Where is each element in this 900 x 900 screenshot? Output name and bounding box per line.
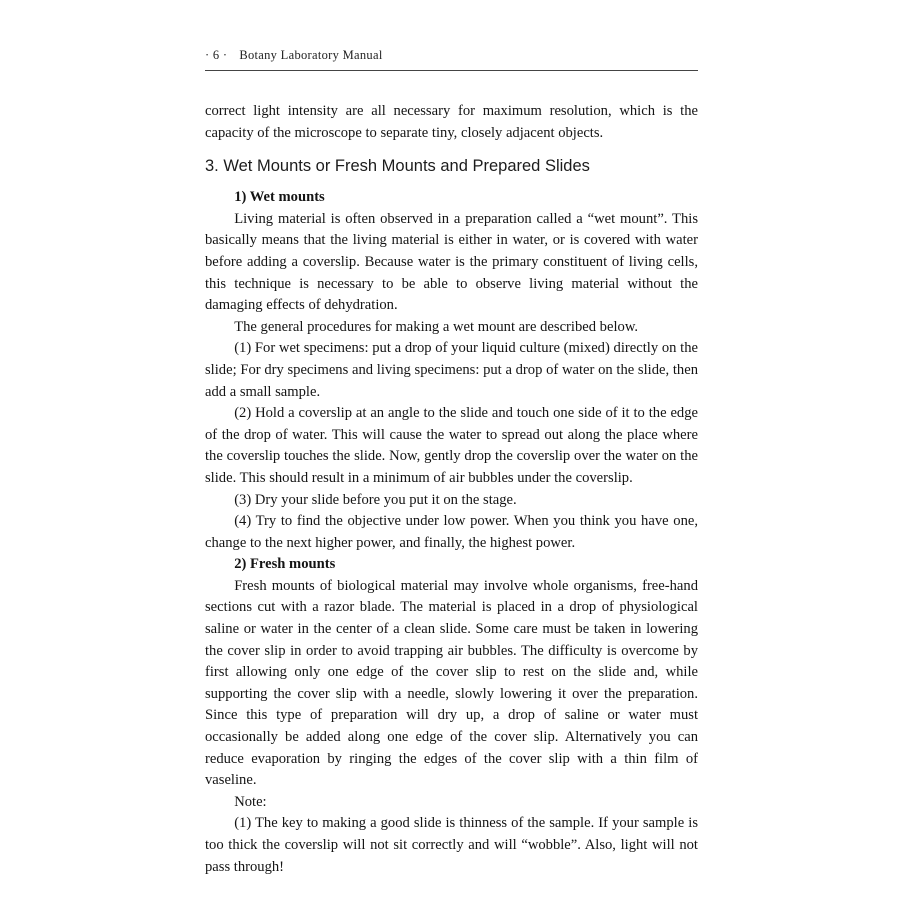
fresh-mounts-subheading: 2) Fresh mounts: [234, 556, 336, 573]
book-title: Botany Laboratory Manual: [239, 48, 383, 62]
wet-mounts-procedures-paragraph: The general procedures for making a wet mount are described below.: [234, 318, 639, 335]
section-heading: 3. Wet Mounts or Fresh Mounts and Prepared Slides: [205, 157, 590, 176]
wet-mounts-intro-paragraph: Living material is often observed in a preparation called a “wet mount”. This basically means that the living material is either in water, or is covered with water before adding a coverslip. Because water is the primary constituent of living cells, this technique is necessary to be able to observe living material without the damaging effects of dehydration.: [205, 210, 698, 314]
page-content: [205, 48, 698, 878]
note-label: Note:: [234, 793, 267, 810]
note-item-1: (1) The key to making a good slide is thinness of the sample. If your sample is too thick the coverslip will not sit correctly and will “wobble”. Also, light will not pass through!: [205, 815, 698, 875]
wet-mounts-step-1: (1) For wet specimens: put a drop of your liquid culture (mixed) directly on the slide; For dry specimens and living specimens: put a drop of water on the slide, then add a small sample.: [205, 340, 698, 400]
body-text: [205, 101, 698, 878]
wet-mounts-step-3: (3) Dry your slide before you put it on the stage.: [234, 491, 517, 508]
running-header: [205, 48, 698, 71]
wet-mounts-step-2: (2) Hold a coverslip at an angle to the slide and touch one side of it to the edge of the drop of water. This will cause the water to spread out along the place where the coverslip touches the slide. Now, gently drop the coverslip over the water on the slide. This should result in a minimum of air bubbles under the coverslip.: [205, 405, 698, 486]
wet-mounts-subheading: 1) Wet mounts: [234, 189, 325, 206]
fresh-mounts-intro-paragraph: Fresh mounts of biological material may involve whole organisms, free-hand sections cut with a razor blade. The material is placed in a drop of physiological saline or water in the center of a clean slide. Some care must be taken in lowering the cover slip in order to avoid trapping air bubbles. The difficulty is overcome by first allowing only one edge of the cover slip to rest on the slide and, while supporting the cover slip with a needle, slowly lowering it over the preparation. Since this type of preparation will dry up, a drop of saline or water must occasionally be added along one edge of the cover slip. Alternatively you can reduce evaporation by ringing the edges of the cover slip with a thin film of vaseline.: [205, 577, 698, 789]
wet-mounts-step-4: (4) Try to find the objective under low power. When you think you have one, change to the next higher power, and finally, the highest power.: [205, 513, 698, 551]
page-number: · 6 ·: [205, 48, 228, 62]
paragraph-continuation: correct light intensity are all necessary for maximum resolution, which is the capacity of the microscope to separate tiny, closely adjacent objects.: [205, 103, 698, 141]
